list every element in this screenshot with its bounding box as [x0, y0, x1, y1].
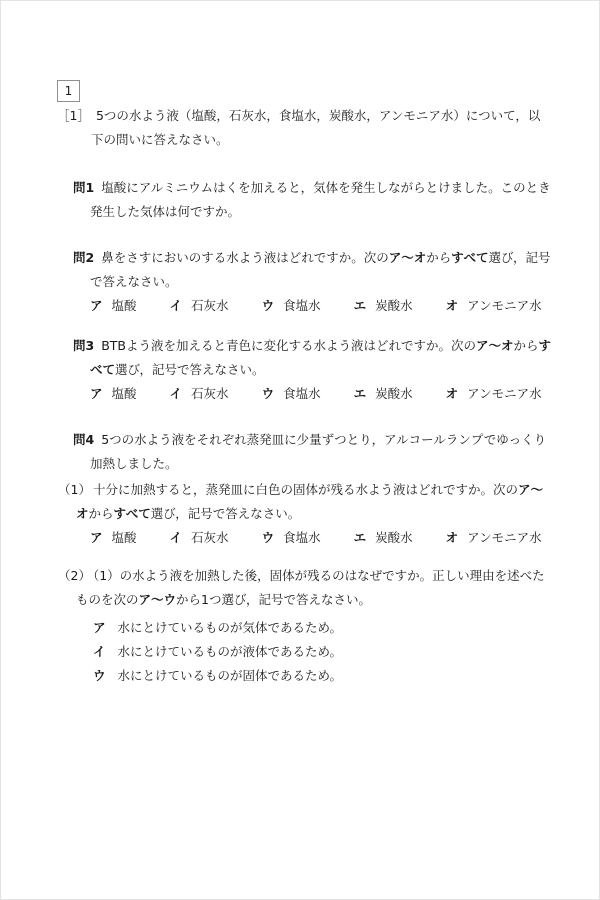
- option-i: [170, 294, 229, 318]
- intro-text: 5つの水よう液（塩酸，石灰水，食塩水，炭酸水，アンモニア水）について，以下の問いに答えなさい。: [91, 108, 541, 147]
- subquestion-1: [0, 478, 554, 526]
- option-letter: イ: [169, 298, 183, 313]
- option-text: アンモニア水: [467, 530, 542, 545]
- question-1: [0, 176, 554, 224]
- option-u: [262, 382, 321, 406]
- option-letter: オ: [445, 530, 459, 545]
- option-u: [262, 526, 321, 550]
- option-u: [262, 294, 321, 318]
- section-number-box: [57, 80, 80, 102]
- option-text: 食塩水: [283, 386, 321, 401]
- option-text: 石灰水: [191, 530, 229, 545]
- intro-paragraph: [0, 104, 552, 152]
- question-4-label: 問4: [73, 432, 95, 447]
- option-letter: イ: [169, 530, 183, 545]
- choice-text: 水にとけているものが液体であるため。: [117, 644, 343, 659]
- option-e: [354, 294, 413, 318]
- subquestion-1-text: 十分に加熱すると，蒸発皿に白色の固体が残る水よう液はどれですか。次のア～オからすべて選び，記号で答えなさい。: [76, 482, 543, 521]
- choice-text: 水にとけているものが気体であるため。: [117, 620, 343, 635]
- question-4: [0, 428, 554, 476]
- subquestion-2-text: （1）の水よう液を加熱した後，固体が残るのはなぜですか。正しい理由を述べたものを次のア～ウから1つ選び，記号で答えなさい。: [76, 568, 545, 607]
- option-text: 炭酸水: [375, 530, 413, 545]
- option-letter: エ: [353, 386, 367, 401]
- option-text: 石灰水: [191, 298, 229, 313]
- option-letter: ウ: [261, 386, 275, 401]
- option-text: 塩酸: [111, 530, 137, 545]
- option-text: 塩酸: [111, 386, 137, 401]
- question-3-text: BTBよう液を加えると青色に変化する水よう液はどれですか。次のア～オからすべて選び，記号で答えなさい。: [90, 338, 552, 377]
- option-letter: オ: [445, 386, 459, 401]
- option-letter: イ: [169, 386, 183, 401]
- option-e: [354, 382, 413, 406]
- option-letter: オ: [445, 298, 459, 313]
- option-i: [170, 526, 229, 550]
- choice-u: [93, 664, 600, 688]
- option-letter: ア: [90, 298, 103, 313]
- option-text: アンモニア水: [467, 298, 542, 313]
- option-text: 炭酸水: [375, 386, 413, 401]
- choice-letter: ウ: [93, 668, 106, 683]
- question-3: [0, 334, 554, 382]
- option-letter: エ: [353, 298, 367, 313]
- question-4-text: 5つの水よう液をそれぞれ蒸発皿に少量ずつとり，アルコールランプでゆっくり加熱しました。: [90, 432, 547, 471]
- option-a: [90, 382, 137, 406]
- section-number: 1: [64, 84, 73, 98]
- question-1-text: 塩酸にアルミニウムはくを加えると，気体を発生しながらとけました。このとき発生した気体は何ですか。: [90, 180, 551, 219]
- question-3-label: 問3: [73, 338, 95, 353]
- choice-a: [93, 616, 600, 640]
- choice-text: 水にとけているものが固体であるため。: [117, 668, 343, 683]
- option-letter: ウ: [261, 530, 275, 545]
- question-1-label: 問1: [73, 180, 95, 195]
- question-2-text: 鼻をさすにおいのする水よう液はどれですか。次のア～オからすべて選び，記号で答えなさい。: [90, 250, 551, 289]
- question-2: [0, 246, 554, 294]
- intro-label: ［1］: [57, 108, 90, 123]
- option-a: [90, 526, 137, 550]
- option-text: 塩酸: [111, 298, 137, 313]
- option-text: 食塩水: [283, 298, 321, 313]
- option-text: 石灰水: [191, 386, 229, 401]
- choice-letter: イ: [93, 644, 106, 659]
- answer-options-q2: [90, 294, 600, 318]
- option-letter: エ: [353, 530, 367, 545]
- option-text: 食塩水: [283, 530, 321, 545]
- option-text: アンモニア水: [467, 386, 542, 401]
- option-i: [170, 382, 229, 406]
- option-e: [354, 526, 413, 550]
- option-text: 炭酸水: [375, 298, 413, 313]
- subquestion-2-label: （2）: [58, 568, 91, 583]
- option-a: [90, 294, 137, 318]
- option-letter: ア: [90, 530, 103, 545]
- option-o: [446, 294, 542, 318]
- question-2-label: 問2: [73, 250, 95, 265]
- subquestion-2: [0, 564, 554, 612]
- choice-i: [93, 640, 600, 664]
- answer-options-q3: [90, 382, 600, 406]
- option-o: [446, 526, 542, 550]
- subquestion-1-label: （1）: [58, 482, 91, 497]
- reason-choices: [0, 616, 600, 688]
- option-letter: ウ: [261, 298, 275, 313]
- option-o: [446, 382, 542, 406]
- choice-letter: ア: [93, 620, 106, 635]
- answer-options-sub1: [90, 526, 600, 550]
- option-letter: ア: [90, 386, 103, 401]
